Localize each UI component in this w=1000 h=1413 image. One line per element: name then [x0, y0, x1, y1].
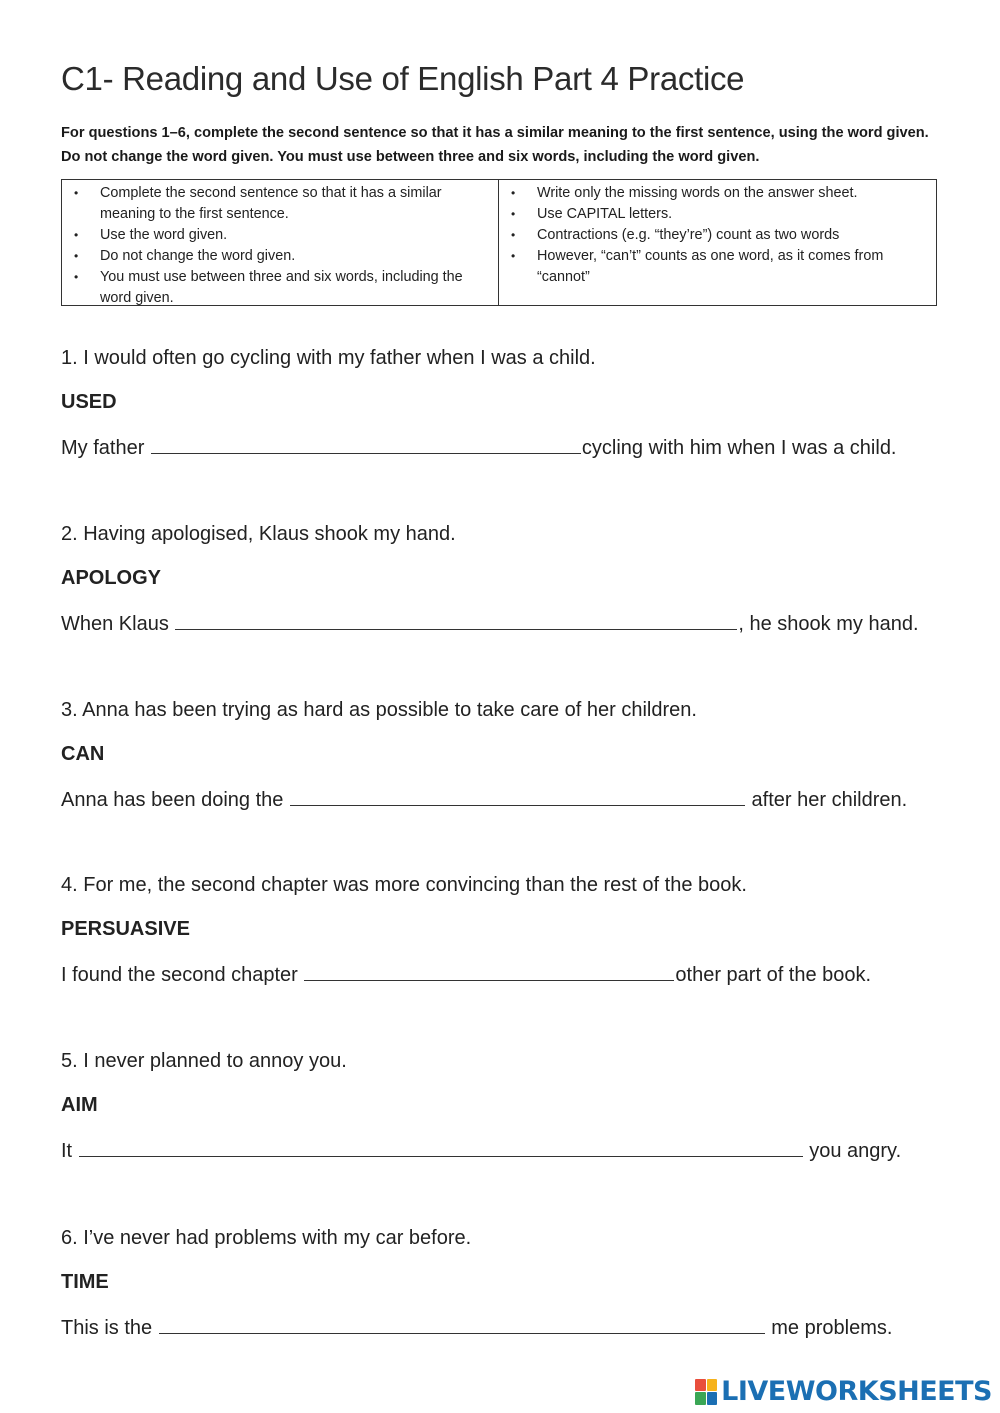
question-sentence: 4. For me, the second chapter was more convincing than the rest of the book.	[61, 874, 747, 896]
bullet-icon: •	[511, 186, 516, 200]
rule-item: • However, “can’t” counts as one word, as it comes from “cannot”	[511, 248, 884, 285]
question-sentence: 3. Anna has been trying as hard as possible to take care of her children.	[61, 699, 697, 721]
question-keyword: APOLOGY	[61, 567, 162, 589]
rules-column-left	[62, 180, 499, 305]
question-keyword: TIME	[61, 1271, 109, 1293]
liveworksheets-logo	[695, 1376, 992, 1407]
rule-item: • Contractions (e.g. “they’re”) count as two words	[505, 225, 930, 246]
answer-line: I found the second chapter other part of the book.	[61, 964, 872, 986]
bullet-icon: •	[511, 228, 516, 242]
question-keyword: CAN	[61, 743, 105, 765]
page-title: C1- Reading and Use of English Part 4 Practice	[61, 60, 745, 97]
answer-blank[interactable]	[175, 611, 737, 630]
question-sentence: 6. I’ve never had problems with my car before.	[61, 1227, 472, 1249]
logo-square-blue	[707, 1392, 718, 1405]
instructions-text: For questions 1–6, complete the second sentence so that it has a similar meaning to the first sentence, using the word given. Do not change the word given. You must use between three and six words, including the word given.	[61, 125, 929, 165]
rule-item: • Use CAPITAL letters.	[505, 204, 930, 225]
answer-blank[interactable]	[79, 1138, 803, 1157]
question-sentence: 2. Having apologised, Klaus shook my hand.	[61, 523, 456, 545]
answer-line: Anna has been doing the after her children.	[61, 789, 908, 811]
rules-table	[61, 179, 937, 306]
logo-square-green	[695, 1392, 706, 1405]
answer-line: When Klaus , he shook my hand.	[61, 613, 919, 635]
answer-line: This is the me problems.	[61, 1317, 893, 1339]
rule-item: • Complete the second sentence so that it has a similar meaning to the first sentence.	[74, 185, 442, 222]
answer-blank[interactable]	[151, 435, 581, 454]
logo-square-red	[695, 1379, 706, 1392]
bullet-icon: •	[74, 228, 79, 242]
question-keyword: USED	[61, 391, 117, 413]
question-keyword: AIM	[61, 1094, 98, 1116]
question-keyword: PERSUASIVE	[61, 918, 190, 940]
bullet-icon: •	[511, 249, 516, 263]
bullet-icon: •	[74, 270, 79, 284]
answer-line: It you angry.	[61, 1140, 902, 1162]
bullet-icon: •	[74, 249, 79, 263]
rule-item: • Write only the missing words on the answer sheet.	[505, 183, 930, 204]
bullet-icon: •	[74, 186, 79, 200]
bullet-icon: •	[511, 207, 516, 221]
answer-blank[interactable]	[159, 1315, 765, 1334]
answer-blank[interactable]	[290, 787, 745, 806]
logo-text: LIVEWORKSHEETS	[721, 1376, 992, 1407]
logo-square-yellow	[707, 1379, 718, 1392]
rule-item: • You must use between three and six words, including the word given.	[74, 269, 463, 306]
answer-line: My father cycling with him when I was a child.	[61, 437, 897, 459]
rules-column-right	[499, 180, 936, 305]
question-sentence: 5. I never planned to annoy you.	[61, 1050, 347, 1072]
question-sentence: 1. I would often go cycling with my father when I was a child.	[61, 347, 596, 369]
logo-mark-icon	[695, 1379, 717, 1405]
answer-blank[interactable]	[304, 962, 674, 981]
rule-item: • Use the word given.	[68, 225, 492, 246]
rule-item: • Do not change the word given.	[68, 246, 492, 267]
